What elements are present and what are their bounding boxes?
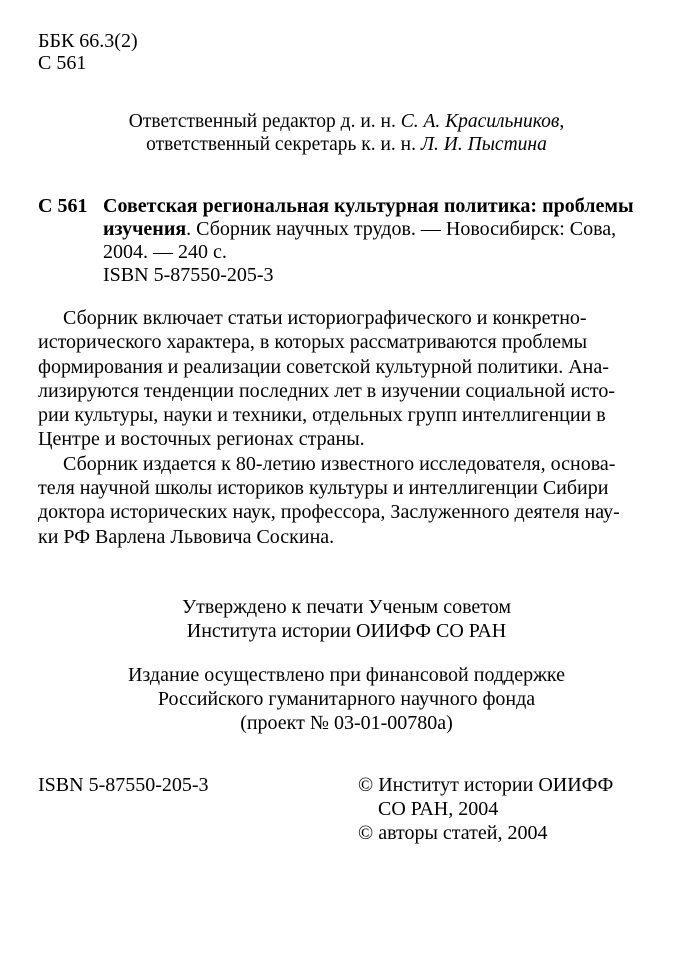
annotation-line: формирования и реализации советской культурной политики. Ана-	[38, 355, 609, 378]
annotation-line: рии культуры, науки и техники, отдельных групп интеллигенции в	[38, 404, 606, 427]
funding-foundation: Российского гуманитарного научного фонда	[157, 688, 536, 710]
editor-name: С. А. Красильников	[400, 111, 560, 132]
copyright-institute: © Институт истории ОИИФФ	[358, 774, 614, 796]
approval-line: Утверждено к печати Ученым советом	[181, 596, 512, 618]
secretary-line	[0, 133, 693, 156]
catalog-title: Советская региональная культурная политика: проблемы	[103, 195, 634, 217]
approval-block	[0, 595, 693, 643]
catalog-entry	[38, 195, 653, 287]
annotation-text	[38, 306, 658, 549]
editor-role: Ответственный редактор д. и. н.	[128, 111, 401, 132]
catalog-subtitle-line	[38, 218, 653, 241]
catalog-title-line	[38, 195, 653, 218]
funding-line: Издание осуществлено при финансовой поддержке	[127, 664, 566, 686]
annotation-line: лизируются тенденции последних лет в изучении социальной исто-	[38, 379, 616, 402]
annotation-line: доктора исторических наук, профессора, Заслуженного деятеля нау-	[38, 501, 620, 524]
editor-line	[0, 110, 693, 133]
annotation-line: исторического характера, в которых рассматриваются проблемы	[38, 331, 588, 354]
secretary-name: Л. И. Пыстина	[420, 134, 547, 155]
annotation-line: ки РФ Варлена Львовича Соскина.	[38, 525, 335, 548]
catalog-publication: . Сборник научных трудов. — Новосибирск: Сова,	[186, 218, 617, 240]
funding-project: (проект № 03-01-00780а)	[240, 712, 453, 734]
annotation-line: Центре и восточных регионах страны.	[38, 428, 365, 451]
catalog-code: С 561	[38, 195, 88, 217]
catalog-title-end: изучения	[103, 218, 187, 240]
annotation-line: Сборник издается к 80-летию известного исследователя, основа-	[63, 452, 616, 475]
funding-block	[0, 663, 693, 735]
annotation-line: теля научной школы историков культуры и интеллигенции Сибири	[38, 477, 609, 500]
annotation-line: Сборник включает статьи историографического и конкретно-	[63, 307, 587, 329]
bbk-block	[38, 30, 138, 74]
approval-institute: Института истории ОИИФФ СО РАН	[186, 620, 507, 642]
bbk-classification: ББК 66.3(2)	[38, 30, 138, 52]
author-sign-code: С 561	[38, 52, 87, 74]
editor-suffix: ,	[559, 111, 565, 132]
copyright-institute-cont: СО РАН, 2004	[378, 798, 499, 820]
copyright-block	[358, 773, 613, 845]
footer-isbn: ISBN 5-87550-205-3	[38, 774, 209, 796]
secretary-role: ответственный секретарь к. и. н.	[146, 134, 421, 155]
copyright-authors: © авторы статей, 2004	[358, 822, 548, 844]
catalog-isbn: ISBN 5-87550-205-3	[103, 264, 274, 286]
annotation-paragraph-1	[38, 306, 658, 452]
editors-block	[0, 110, 693, 156]
annotation-paragraph-2	[38, 452, 658, 549]
catalog-year-pages: 2004. — 240 с.	[103, 241, 227, 263]
